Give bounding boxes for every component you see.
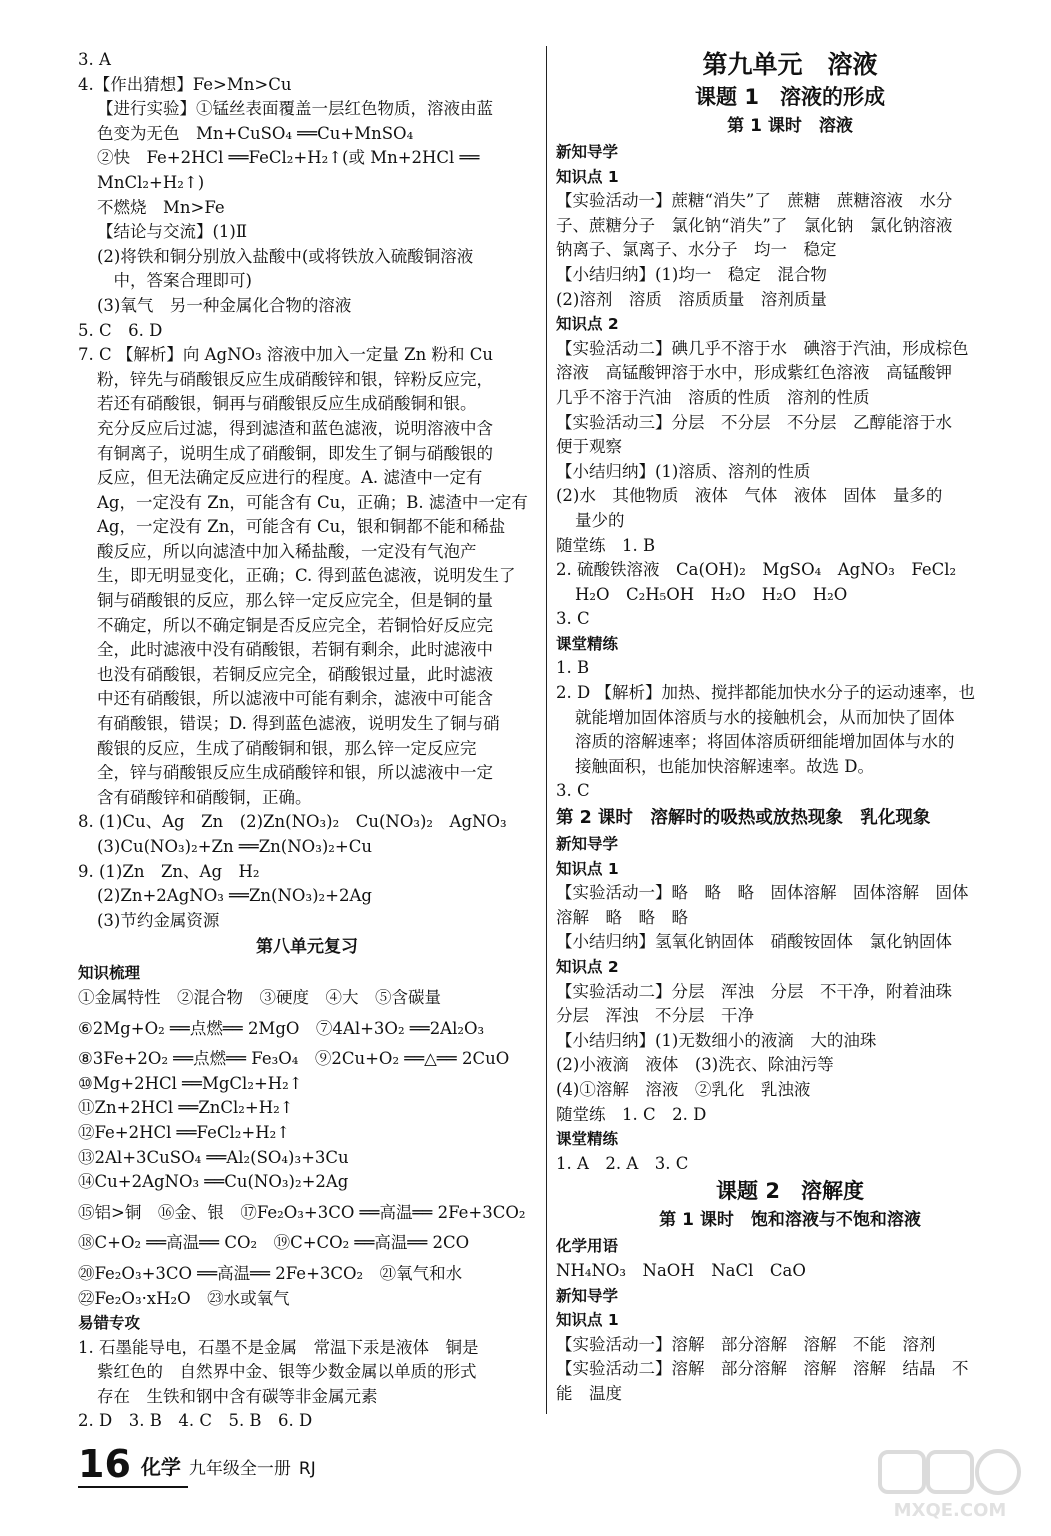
left-line: 全，此时滤液中没有硝酸银，若铜有剩余，此时滤液中: [97, 640, 493, 660]
left-line: ⑱C+O₂ ══高温══ CO₂ ⑲C+CO₂ ══高温══ 2CO: [78, 1233, 470, 1253]
left-line: 也没有硝酸银，若铜反应完全，硝酸银过量，此时滤液: [97, 664, 493, 684]
right-line: 【实验活动一】溶解 部分溶解 溶解 不能 溶剂: [556, 1334, 936, 1354]
left-line: Ag，一定没有 Zn，可能含有 Cu，正确；B. 滤渣中一定有: [97, 492, 528, 512]
right-line: H₂O C₂H₅OH H₂O H₂O H₂O: [575, 584, 848, 604]
right-line: 知识点 2: [556, 315, 619, 334]
right-line: 第 2 课时 溶解时的吸热或放热现象 乳化现象: [556, 808, 931, 829]
left-line: 5. C 6. D: [78, 320, 163, 340]
left-column: [78, 48, 536, 1434]
right-line: 2. 硫酸铁溶液 Ca(OH)₂ MgSO₄ AgNO₃ FeCl₂: [556, 560, 957, 580]
right-line: 【实验活动二】分层 浑浊 分层 不干净，附着油珠: [556, 981, 952, 1001]
left-line: Ag，一定没有 Zn，可能含有 Cu，银和铜都不能和稀盐: [97, 517, 506, 537]
left-line: 不燃烧 Mn>Fe: [97, 197, 225, 217]
right-line: (2)小液滴 液体 (3)洗衣、除油污等: [556, 1055, 834, 1075]
left-line: 4.【作出猜想】Fe>Mn>Cu: [78, 74, 292, 94]
left-line: 中，答案合理即可): [97, 271, 252, 291]
watermark-url: MXQE.COM: [893, 1500, 1007, 1521]
left-line: 全，锌与硝酸银反应生成硝酸锌和银，所以滤液中一定: [97, 763, 493, 783]
left-line: 7. C 【解析】向 AgNO₃ 溶液中加入一定量 Zn 粉和 Cu: [78, 345, 493, 365]
left-line: 色变为无色 Mn+CuSO₄ ══Cu+MnSO₄: [97, 123, 414, 143]
right-line: 分层 浑浊 不分层 干净: [556, 1006, 754, 1026]
footer-rule: [78, 1486, 188, 1488]
left-line: 有铜离子，说明生成了硝酸铜，即发生了铜与硝酸银的: [97, 443, 493, 463]
left-line: 第八单元复习: [256, 937, 358, 958]
left-line: 充分反应后过滤，得到滤渣和蓝色滤液，说明溶液中含: [97, 418, 493, 438]
left-line: (3)节约金属资源: [97, 910, 220, 930]
left-line: 含有硝酸锌和硝酸铜，正确。: [97, 787, 312, 807]
left-line: 生，即无明显变化，正确；C. 得到蓝色滤液，说明发生了: [97, 566, 516, 586]
right-line: 【小结归纳】(1)溶质、溶剂的性质: [556, 461, 811, 481]
left-line: (3)Cu(NO₃)₂+Zn ══Zn(NO₃)₂+Cu: [97, 837, 372, 856]
left-line: MnCl₂+H₂↑): [97, 172, 205, 192]
right-line: 知识点 1: [556, 1311, 619, 1330]
left-line: 知识梳理: [78, 964, 141, 983]
right-line: 能 温度: [556, 1383, 622, 1403]
left-line: 粉，锌先与硝酸银反应生成硝酸锌和银，锌粉反应完，: [97, 369, 493, 389]
right-line: 课题 1 溶液的形成: [695, 85, 885, 109]
left-line: 【结论与交流】(1)Ⅱ: [97, 222, 248, 242]
right-line: 【小结归纳】氢氧化钠固体 硝酸铵固体 氯化钠固体: [556, 932, 952, 952]
right-line: 3. C: [556, 609, 590, 629]
left-line: 9. (1)Zn Zn、Ag H₂: [78, 861, 260, 881]
right-line: 【实验活动一】略 略 略 固体溶解 固体溶解 固体: [556, 883, 969, 903]
right-line: 第 1 课时 饱和溶液与不饱和溶液: [659, 1210, 921, 1231]
right-line: 1. A 2. A 3. C: [556, 1153, 689, 1173]
right-line: 新知导学: [556, 835, 619, 854]
left-line: 2. D 3. B 4. C 5. B 6. D: [78, 1411, 313, 1431]
right-line: 【小结归纳】(1)无数细小的液滴 大的油珠: [556, 1030, 877, 1050]
right-line: 知识点 1: [556, 167, 619, 186]
left-line: ⑥2Mg+O₂ ══点燃══ 2MgO ⑦4Al+3O₂ ══2Al₂O₃: [78, 1018, 485, 1038]
left-line: ①金属特性 ②混合物 ③硬度 ④大 ⑤含碳量: [78, 987, 441, 1007]
right-line: 知识点 2: [556, 958, 619, 976]
right-line: 随堂练 1. C 2. D: [556, 1104, 707, 1124]
left-line: 中还有硝酸银，所以滤液中可能有剩余，滤液中可能含: [97, 689, 493, 709]
subject-label: 化学: [140, 1455, 181, 1479]
left-line: 易错专攻: [78, 1314, 141, 1333]
left-line: 有硝酸银，错误；D. 得到蓝色滤液，说明发生了铜与硝: [97, 714, 500, 734]
right-line: 【实验活动二】碘几乎不溶于水 碘溶于汽油，形成棕色: [556, 338, 969, 358]
left-line: 若还有硝酸银，铜再与硝酸银反应生成硝酸铜和银。: [97, 394, 477, 414]
page-number: 16: [78, 1442, 131, 1486]
right-line: 第九单元 溶液: [702, 50, 878, 79]
left-line: 紫红色的 自然界中金、银等少数金属以单质的形式: [97, 1362, 477, 1382]
right-line: 几乎不溶于汽油 溶质的性质 溶剂的性质: [556, 387, 870, 407]
left-line: ⑬2Al+3CuSO₄ ══Al₂(SO₄)₃+3Cu: [78, 1147, 349, 1167]
left-line: ⑳Fe₂O₃+3CO ══高温══ 2Fe+3CO₂ ㉑氧气和水: [78, 1263, 463, 1283]
right-line: 课堂精练: [556, 634, 619, 653]
right-line: 溶质的溶解速率；将固体溶质研细能增加固体与水的: [575, 732, 955, 752]
left-line: ⑩Mg+2HCl ══MgCl₂+H₂↑: [78, 1073, 303, 1093]
grade-label: 九年级全一册: [188, 1459, 291, 1479]
right-line: 便于观察: [556, 437, 622, 457]
left-line: 酸反应，所以向滤渣中加入稀盐酸，一定没有气泡产: [97, 541, 477, 561]
right-line: 化学用语: [556, 1237, 619, 1256]
right-line: (2)水 其他物质 液体 气体 液体 固体 量多的: [556, 486, 943, 506]
left-line: ⑪Zn+2HCl ══ZnCl₂+H₂↑: [78, 1098, 294, 1118]
right-line: (2)溶剂 溶质 溶质质量 溶剂质量: [556, 289, 827, 309]
left-line: 存在 生铁和钢中含有碳等非金属元素: [97, 1386, 378, 1406]
right-line: 子、蔗糖分子 氯化钠“消失”了 氯化钠 氯化钠溶液: [556, 215, 953, 235]
right-line: 知识点 1: [556, 859, 619, 878]
right-line: (4)①溶解 溶液 ②乳化 乳浊液: [556, 1079, 811, 1099]
right-line: 课堂精练: [556, 1130, 619, 1149]
right-line: 【实验活动一】蔗糖“消失”了 蔗糖 蔗糖溶液 水分: [556, 191, 953, 211]
left-line: ⑧3Fe+2O₂ ══点燃══ Fe₃O₄ ⑨2Cu+O₂ ══△══ 2CuO: [78, 1049, 510, 1069]
right-line: 第 1 课时 溶液: [727, 116, 853, 136]
watermark-logo: [870, 1448, 1030, 1524]
right-line: 课题 2 溶解度: [716, 1179, 864, 1204]
right-line: 接触面积，也能加快溶解速率。故选 D。: [575, 756, 874, 776]
left-line: ㉒Fe₂O₃·xH₂O ㉓水或氧气: [78, 1288, 290, 1308]
right-column: [556, 48, 1024, 1407]
right-line: 量少的: [575, 510, 625, 530]
edition-label: RJ: [298, 1459, 316, 1479]
left-line: (3)氧气 另一种金属化合物的溶液: [97, 295, 352, 315]
left-line: ⑭Cu+2AgNO₃ ══Cu(NO₃)₂+2Ag: [78, 1172, 349, 1192]
left-line: 铜与硝酸银的反应，那么锌一定反应完全，但是铜的量: [97, 591, 493, 611]
left-line: ②快 Fe+2HCl ══FeCl₂+H₂↑(或 Mn+2HCl ══: [97, 148, 480, 168]
right-line: 【小结归纳】(1)均一 稳定 混合物: [556, 264, 827, 284]
right-line: 1. B: [556, 658, 590, 678]
left-line: 反应，但无法确定反应进行的程度。A. 滤渣中一定有: [97, 468, 483, 488]
right-line: 【实验活动三】分层 不分层 不分层 乙醇能溶于水: [556, 412, 952, 432]
left-line: 8. (1)Cu、Ag Zn (2)Zn(NO₃)₂ Cu(NO₃)₂ AgNO₃: [78, 812, 507, 832]
right-line: 3. C: [556, 781, 590, 801]
left-line: ⑫Fe+2HCl ══FeCl₂+H₂↑: [78, 1122, 291, 1142]
left-line: (2)将铁和铜分别放入盐酸中(或将铁放入硫酸铜溶液: [97, 246, 474, 266]
right-line: NH₄NO₃ NaOH NaCl CaO: [556, 1260, 806, 1280]
right-line: 溶液 高锰酸钾溶于水中，形成紫红色溶液 高锰酸钾: [556, 363, 952, 383]
right-line: 【实验活动二】溶解 部分溶解 溶解 溶解 结晶 不: [556, 1359, 969, 1379]
left-line: 酸银的反应，生成了硝酸铜和银，那么锌一定反应完: [97, 738, 477, 758]
right-line: 新知导学: [556, 1286, 619, 1305]
right-line: 新知导学: [556, 143, 619, 161]
left-line: ⑮铝>铜 ⑯金、银 ⑰Fe₂O₃+3CO ══高温══ 2Fe+3CO₂: [78, 1202, 526, 1222]
left-line: 【进行实验】①锰丝表面覆盖一层红色物质，溶液由蓝: [97, 99, 493, 119]
left-line: 1. 石墨能导电，石墨不是金属 常温下汞是液体 铜是: [78, 1337, 479, 1357]
right-line: 随堂练 1. B: [556, 535, 656, 555]
left-line: 不确定，所以不确定铜是否反应完全，若铜恰好反应完: [97, 615, 493, 635]
left-line: 3. A: [78, 50, 111, 69]
right-line: 溶解 略 略 略: [556, 907, 688, 927]
column-divider: [546, 46, 547, 1414]
right-line: 钠离子、氯离子、水分子 均一 稳定: [556, 240, 837, 260]
right-line: 就能增加固体溶质与水的接触机会，从而加快了固体: [575, 707, 955, 727]
right-line: 2. D 【解析】加热、搅拌都能加快水分子的运动速率，也: [556, 683, 975, 703]
page-footer: [78, 1440, 316, 1484]
left-line: (2)Zn+2AgNO₃ ══Zn(NO₃)₂+2Ag: [97, 886, 372, 906]
